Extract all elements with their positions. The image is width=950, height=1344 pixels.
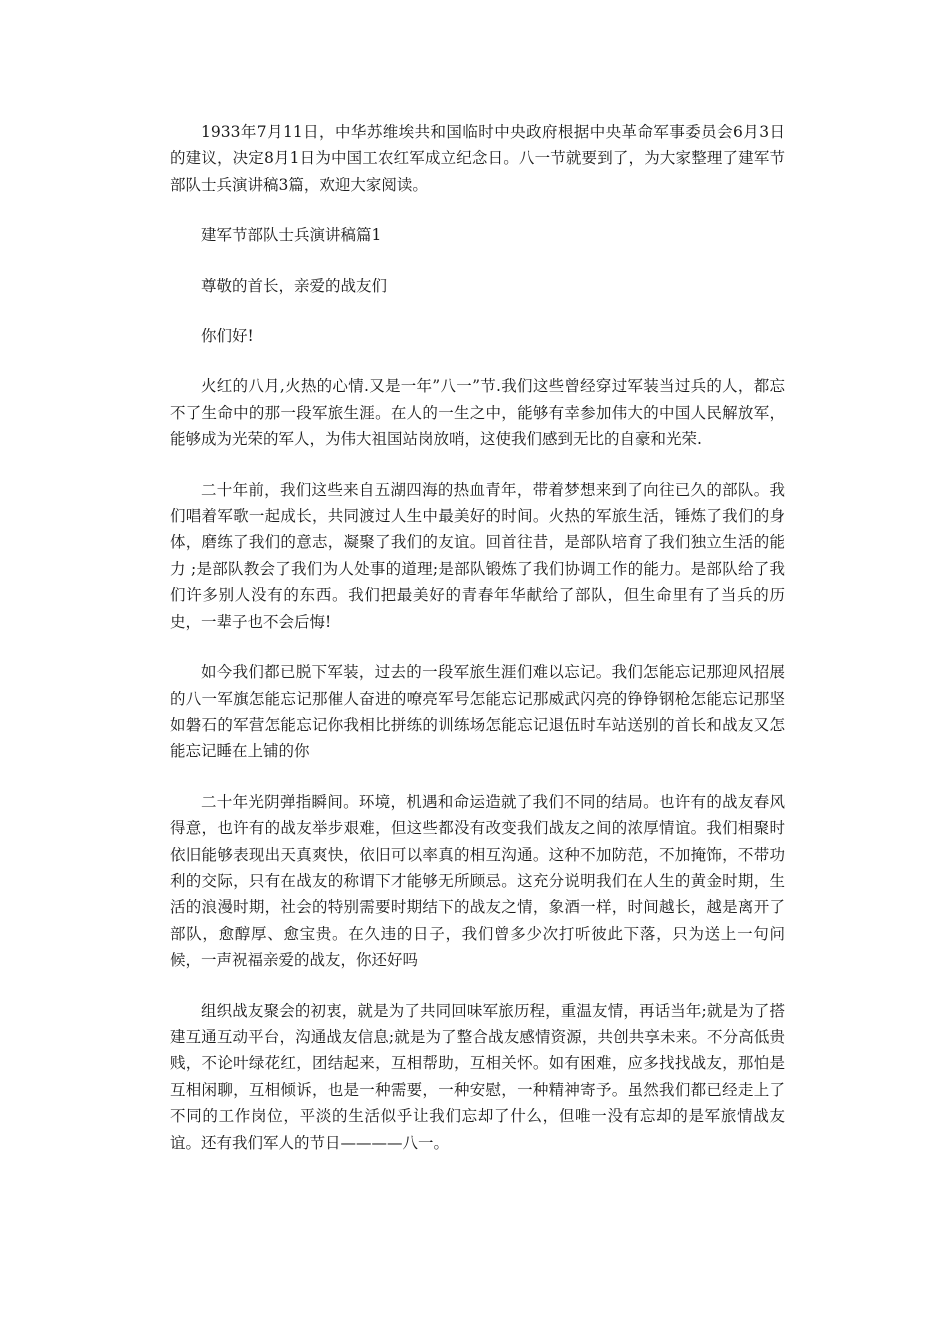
body-paragraph: 组织战友聚会的初衷，就是为了共同回味军旅历程，重温友情，再话当年;就是为了搭建互通互动平台，沟通战友信息;就是为了整合战友感情资源，共创共享未来。不分高低贵贱，不论叶绿花红，团结起来，互相帮助，互相关怀。如有困难，应多找找战友，那怕是互相闲聊，互相倾诉，也是一种需要，一种安慰，一种精神寄予。虽然我们都已经走上了不同的工作岗位，平淡的生活似乎让我们忘却了什么，但唯一没有忘却的是军旅情战友谊。还有我们军人的节日————八一。 — [170, 1001, 785, 1152]
body-paragraph: 二十年光阴弹指瞬间。环境，机遇和命运造就了我们不同的结局。也许有的战友春风得意，也许有的战友举步艰难，但这些都没有改变我们战友之间的浓厚情谊。我们相聚时依旧能够表现出天真爽快，依旧可以率真的相互沟通。这种不加防范，不加掩饰，不带功利的交际，只有在战友的称谓下才能够无所顾忌。这充分说明我们在人生的黄金时期，生活的浪漫时期，社会的特别需要时期结下的战友之情，象酒一样，时间越长，越是离开了部队，愈醇厚、愈宝贵。在久违的日子，我们曾多少次打听彼此下落，只为送上一句问候，一声祝福亲爱的战友，你还好吗 — [170, 792, 785, 970]
greeting: 你们好! — [201, 327, 254, 346]
speech-title: 建军节部队士兵演讲稿篇1 — [201, 226, 382, 245]
intro-paragraph: 1933年7月11日，中华苏维埃共和国临时中央政府根据中央革命军事委员会6月3日的建议，决定8月1日为中国工农红军成立纪念日。八一节就要到了，为大家整理了建军节部队士兵演讲稿3篇，欢迎大家阅读。 — [170, 123, 785, 194]
body-paragraph: 二十年前，我们这些来自五湖四海的热血青年，带着梦想来到了向往已久的部队。我们唱着军歌一起成长，共同渡过人生中最美好的时间。火热的军旅生活，锤炼了我们的身体，磨练了我们的意志，凝聚了我们的友谊。回首往昔，是部队培育了我们独立生活的能力 ;是部队教会了我们为人处事的道理;是部队锻炼了我们协调工作的能力。是部队给了我们许多别人没有的东西。我们把最美好的青春年华献给了部队，但生命里有了当兵的历史，一辈子也不会后悔! — [170, 480, 785, 631]
document-body — [170, 119, 785, 1180]
body-paragraph: 火红的八月,火热的心情.又是一年”八一”节.我们这些曾经穿过军装当过兵的人，都忘不了生命中的那一段军旅生涯。在人的一生之中，能够有幸参加伟大的中国人民解放军，能够成为光荣的军人，为伟大祖国站岗放哨，这使我们感到无比的自豪和光荣. — [170, 377, 785, 449]
body-paragraph: 如今我们都已脱下军装，过去的一段军旅生涯们难以忘记。我们怎能忘记那迎风招展的八一军旗怎能忘记那催人奋进的嘹亮军号怎能忘记那威武闪亮的铮铮钢枪怎能忘记那坚如磐石的军营怎能忘记你我相比拼练的训练场怎能忘记退伍时车站送别的首长和战友又怎能忘记睡在上铺的你 — [170, 663, 785, 761]
salutation: 尊敬的首长，亲爱的战友们 — [201, 276, 388, 295]
